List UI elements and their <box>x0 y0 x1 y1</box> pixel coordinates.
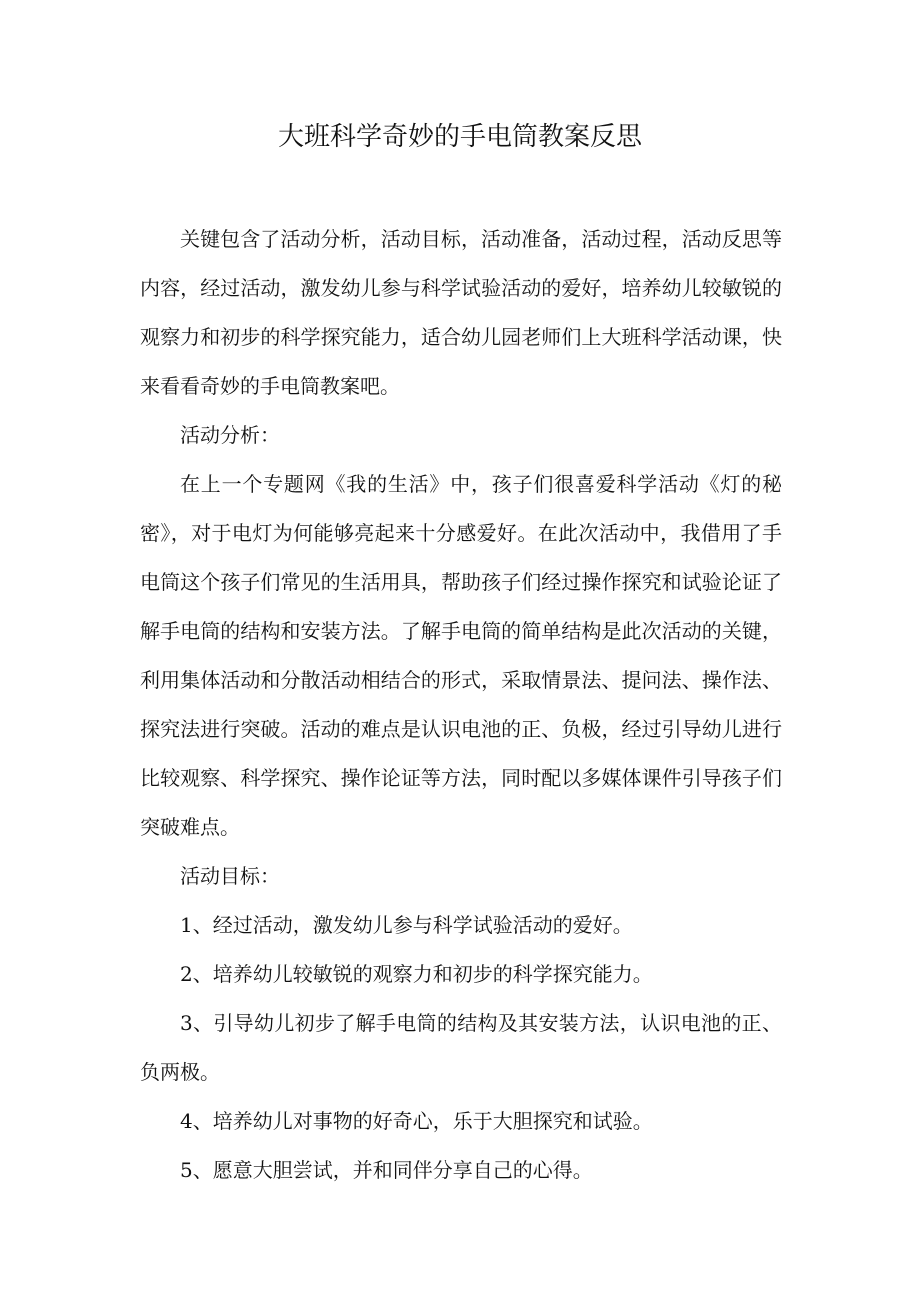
document-title: 大班科学奇妙的手电筒教案反思 <box>277 122 642 152</box>
section-heading-analysis: 活动分析： <box>180 423 280 447</box>
goal-item-3: 3、引导幼儿初步了解手电筒的结构及其安装方法，认识电池的正、负两极。 <box>140 1011 782 1084</box>
goal-item-1: 1、经过活动，激发幼儿参与科学试验活动的爱好。 <box>180 913 633 937</box>
goal-item-4: 4、培养幼儿对事物的好奇心，乐于大胆探究和试验。 <box>180 1109 653 1133</box>
analysis-paragraph: 在上一个专题网《我的生活》中，孩子们很喜爱科学活动《灯的秘密》，对于电灯为何能够亮起来十分感爱好。在此次活动中，我借用了手电筒这个孩子们常见的生活用具，帮助孩子们经过操作探究和试验论证了解手电筒的结构和安装方法。了解手电筒的简单结构是此次活动的关键，利用集体活动和分散活动相结合的形式，采取情景法、提问法、操作法、探究法进行突破。活动的难点是认识电池的正、负极，经过引导幼儿进行比较观察、科学探究、操作论证等方法，同时配以多媒体课件引导孩子们突破难点。 <box>140 472 782 839</box>
goal-item-2: 2、培养幼儿较敏锐的观察力和初步的科学探究能力。 <box>180 962 653 986</box>
goal-item-5: 5、愿意大胆尝试，并和同伴分享自己的心得。 <box>180 1158 593 1182</box>
document-body <box>140 215 782 1195</box>
intro-paragraph: 关键包含了活动分析，活动目标，活动准备，活动过程，活动反思等内容，经过活动，激发幼儿参与科学试验活动的爱好，培养幼儿较敏锐的观察力和初步的科学探究能力，适合幼儿园老师们上大班科学活动课，快来看看奇妙的手电筒教案吧。 <box>140 227 782 398</box>
section-heading-goals: 活动目标： <box>180 864 280 888</box>
